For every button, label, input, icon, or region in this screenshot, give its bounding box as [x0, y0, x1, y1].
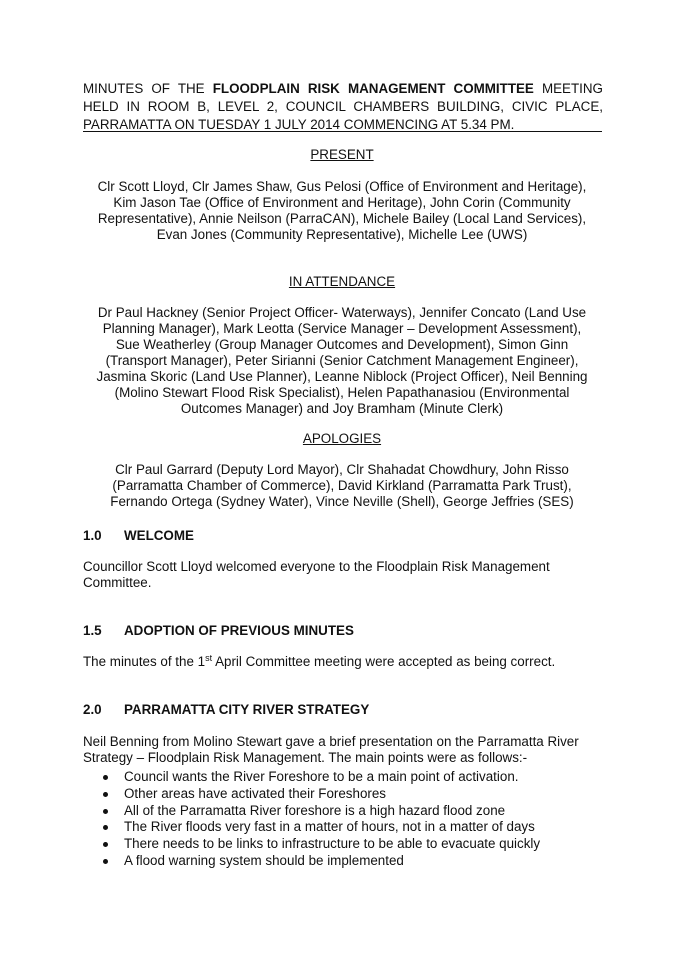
attendance-line: Dr Paul Hackney (Senior Project Officer- Waterways), Jennifer Concato (Land Use: [97, 305, 587, 320]
bullet-icon: [103, 792, 108, 797]
section-title: WELCOME: [124, 528, 194, 543]
heading-line-3: PARRAMATTA ON TUESDAY 1 JULY 2014 COMMENCING AT 5.34 PM.: [83, 117, 515, 132]
bullet-icon: [103, 859, 108, 864]
attendance-line: (Transport Manager), Peter Sirianni (Senior Catchment Management Engineer),: [105, 353, 579, 368]
list-item: A flood warning system should be implemented: [103, 853, 540, 870]
apologies-line: (Parramatta Chamber of Commerce), David Kirkland (Parramatta Park Trust),: [112, 478, 572, 493]
strategy-points-list: [103, 769, 540, 870]
section-heading-strategy: [83, 702, 369, 717]
present-line: Evan Jones (Community Representative), Michelle Lee (UWS): [156, 227, 528, 242]
list-item: All of the Parramatta River foreshore is a high hazard flood zone: [103, 803, 540, 820]
section-title: PARRAMATTA CITY RIVER STRATEGY: [124, 702, 370, 717]
attendance-line: (Molino Stewart Flood Risk Specialist), Helen Papathanasiou (Environmental: [114, 385, 570, 400]
present-list: [83, 179, 601, 243]
list-item: Other areas have activated their Foreshores: [103, 786, 540, 803]
strategy-paragraph: Neil Benning from Molino Stewart gave a brief presentation on the Parramatta River Strategy – Floodplain Risk Management. The main points were as follows:-: [83, 734, 579, 765]
section-heading-adoption: [83, 623, 354, 638]
section-title: ADOPTION OF PREVIOUS MINUTES: [124, 623, 354, 638]
list-item: There needs to be links to infrastructure to be able to evacuate quickly: [103, 836, 540, 853]
present-line: Representative), Annie Neilson (ParraCAN), Michele Bailey (Local Land Services),: [97, 211, 587, 226]
bullet-icon: [103, 842, 108, 847]
attendance-title: IN ATTENDANCE: [288, 274, 396, 289]
present-line: Clr Scott Lloyd, Clr James Shaw, Gus Pelosi (Office of Environment and Heritage),: [97, 179, 587, 194]
attendance-line: Outcomes Manager) and Joy Bramham (Minute Clerk): [180, 401, 504, 416]
apologies-line: Clr Paul Garrard (Deputy Lord Mayor), Clr Shahadat Chowdhury, John Risso: [115, 462, 569, 477]
bullet-icon: [103, 825, 108, 830]
section-number: 1.0: [83, 528, 102, 543]
attendance-line: Planning Manager), Mark Leotta (Service Manager – Development Assessment),: [102, 321, 582, 336]
heading-line-1: MINUTES OF THE FLOODPLAIN RISK MANAGEMENT COMMITTEE MEETING: [83, 81, 603, 96]
section-number: 1.5: [83, 623, 102, 638]
list-item: The River floods very fast in a matter of hours, not in a matter of days: [103, 819, 540, 836]
heading-line-2: HELD IN ROOM B, LEVEL 2, COUNCIL CHAMBERS BUILDING, CIVIC PLACE,: [83, 99, 603, 114]
adoption-paragraph: The minutes of the 1st April Committee meeting were accepted as being correct.: [83, 653, 556, 669]
welcome-paragraph: Councillor Scott Lloyd welcomed everyone to the Floodplain Risk Management Committee.: [83, 559, 550, 590]
document-heading: [83, 80, 603, 134]
apologies-line: Fernando Ortega (Sydney Water), Vince Neville (Shell), George Jeffries (SES): [110, 494, 574, 509]
section-heading-welcome: [83, 528, 194, 543]
attendance-list: [83, 305, 601, 417]
section-number: 2.0: [83, 702, 102, 717]
present-line: Kim Jason Tae (Office of Environment and Heritage), John Corin (Community: [113, 195, 571, 210]
attendance-line: Sue Weatherley (Group Manager Outcomes and Development), Simon Ginn: [115, 337, 569, 352]
heading-divider: [83, 131, 602, 132]
bullet-icon: [103, 775, 108, 780]
apologies-list: [83, 462, 601, 510]
committee-name: FLOODPLAIN RISK MANAGEMENT COMMITTEE: [212, 81, 534, 96]
bullet-icon: [103, 809, 108, 814]
attendance-line: Jasmina Skoric (Land Use Planner), Leanne Niblock (Project Officer), Neil Benning: [96, 369, 588, 384]
list-item: Council wants the River Foreshore to be a main point of activation.: [103, 769, 540, 786]
present-title: PRESENT: [310, 147, 374, 162]
apologies-title: APOLOGIES: [302, 431, 382, 446]
